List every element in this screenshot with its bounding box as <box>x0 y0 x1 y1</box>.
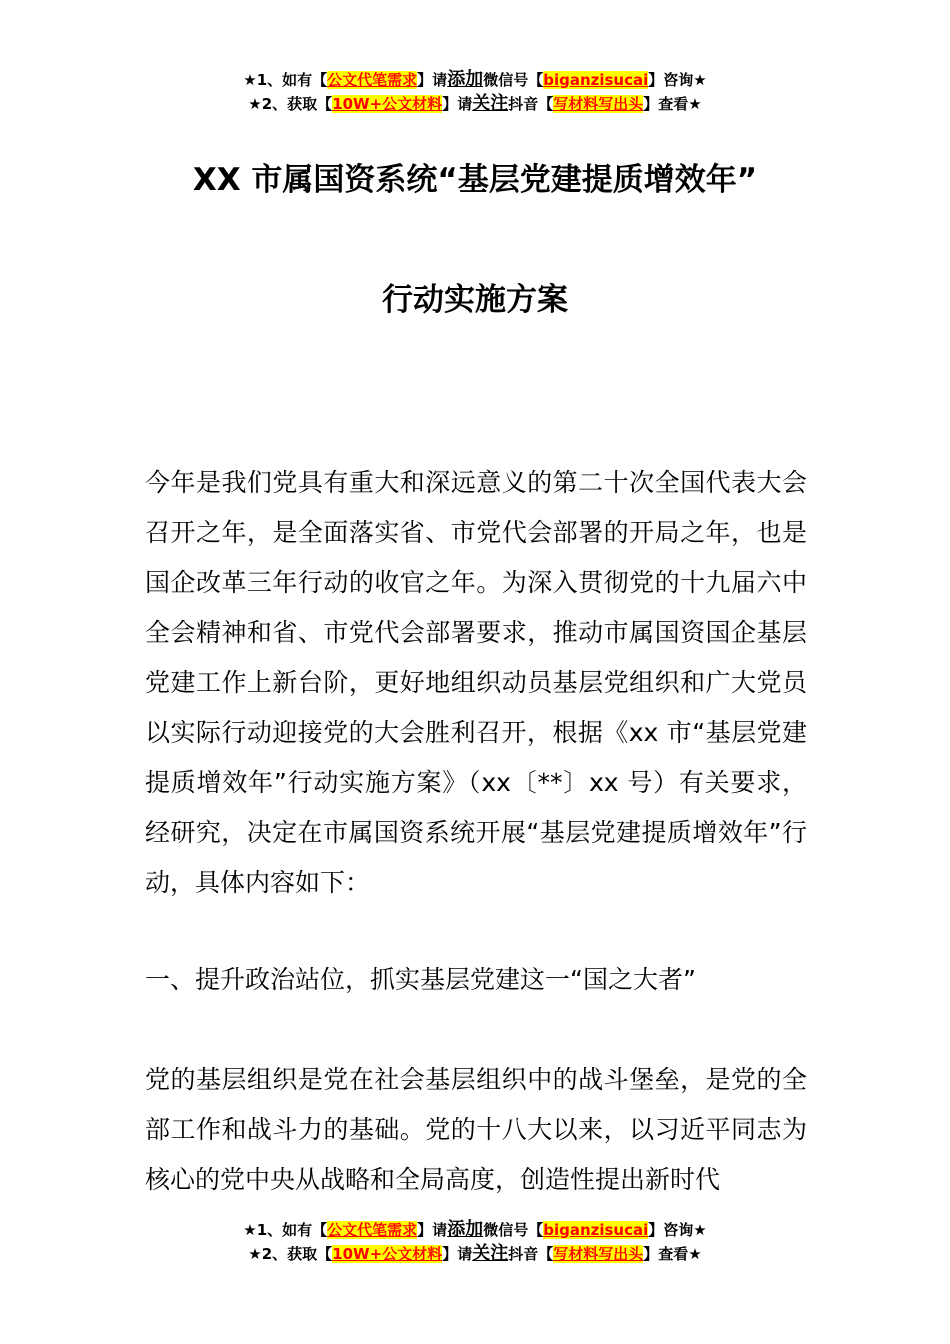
banner-text: 抖音【 <box>508 95 554 113</box>
body-block-3 <box>145 1055 807 1205</box>
banner-highlight: biganzisucai <box>543 71 649 89</box>
banner-text: ★2、获取【 <box>248 1245 333 1263</box>
banner-text: 】咨询★ <box>648 1221 707 1239</box>
banner-line-1 <box>0 68 950 92</box>
document-title-line-1: XX 市属国资系统“基层党建提质增效年” <box>192 162 758 198</box>
bottom-banner <box>0 1218 950 1266</box>
banner-emphasis: 关注 <box>472 1243 509 1264</box>
banner-highlight: 写材料写出头 <box>553 1245 644 1263</box>
banner-line-2 <box>0 92 950 116</box>
banner-text: 】请 <box>442 95 473 113</box>
paragraph-section-1: 党的基层组织是党在社会基层组织中的战斗堡垒，是党的全部工作和战斗力的基础。党的十八大以来，以习近平同志为核心的党中央从战略和全局高度，创造性提出新时代 <box>145 1065 807 1194</box>
banner-text: 】查看★ <box>643 1245 702 1263</box>
banner-highlight: 10W+公文材料 <box>332 95 443 113</box>
banner-line-2 <box>0 1242 950 1266</box>
banner-text: 】咨询★ <box>648 71 707 89</box>
body-block-2 <box>145 955 807 1005</box>
banner-text: 微信号【 <box>483 1221 544 1239</box>
banner-text: ★1、如有【 <box>243 71 328 89</box>
banner-highlight: 10W+公文材料 <box>332 1245 443 1263</box>
banner-text: 】请 <box>417 1221 448 1239</box>
banner-text: ★2、获取【 <box>248 95 333 113</box>
banner-highlight: biganzisucai <box>543 1221 649 1239</box>
banner-line-1 <box>0 1218 950 1242</box>
top-banner <box>0 68 950 116</box>
banner-emphasis: 添加 <box>447 69 484 90</box>
banner-emphasis: 关注 <box>472 93 509 114</box>
banner-text: 微信号【 <box>483 71 544 89</box>
section-heading-1: 一、提升政治站位，抓实基层党建这一“国之大者” <box>145 965 696 994</box>
document-title-line-2: 行动实施方案 <box>382 282 568 318</box>
banner-highlight: 公文代笔需求 <box>327 71 418 89</box>
banner-highlight: 公文代笔需求 <box>327 1221 418 1239</box>
banner-text: 】查看★ <box>643 95 702 113</box>
banner-highlight: 写材料写出头 <box>553 95 644 113</box>
body-block-1 <box>145 458 807 908</box>
banner-text: ★1、如有【 <box>243 1221 328 1239</box>
banner-text: 】请 <box>417 71 448 89</box>
paragraph-intro: 今年是我们党具有重大和深远意义的第二十次全国代表大会召开之年，是全面落实省、市党代会部署的开局之年，也是国企改革三年行动的收官之年。为深入贯彻党的十九届六中全会精神和省、市党代会部署要求，推动市属国资国企基层党建工作上新台阶，更好地组织动员基层党组织和广大党员以实际行动迎接党的大会胜利召开，根据《xx 市“基层党建提质增效年”行动实施方案》（xx〔**〕xx 号）有关要求，经研究，决定在市属国资系统开展“基层党建提质增效年”行动，具体内容如下： <box>145 468 807 897</box>
banner-emphasis: 添加 <box>447 1219 484 1240</box>
banner-text: 抖音【 <box>508 1245 554 1263</box>
banner-text: 】请 <box>442 1245 473 1263</box>
